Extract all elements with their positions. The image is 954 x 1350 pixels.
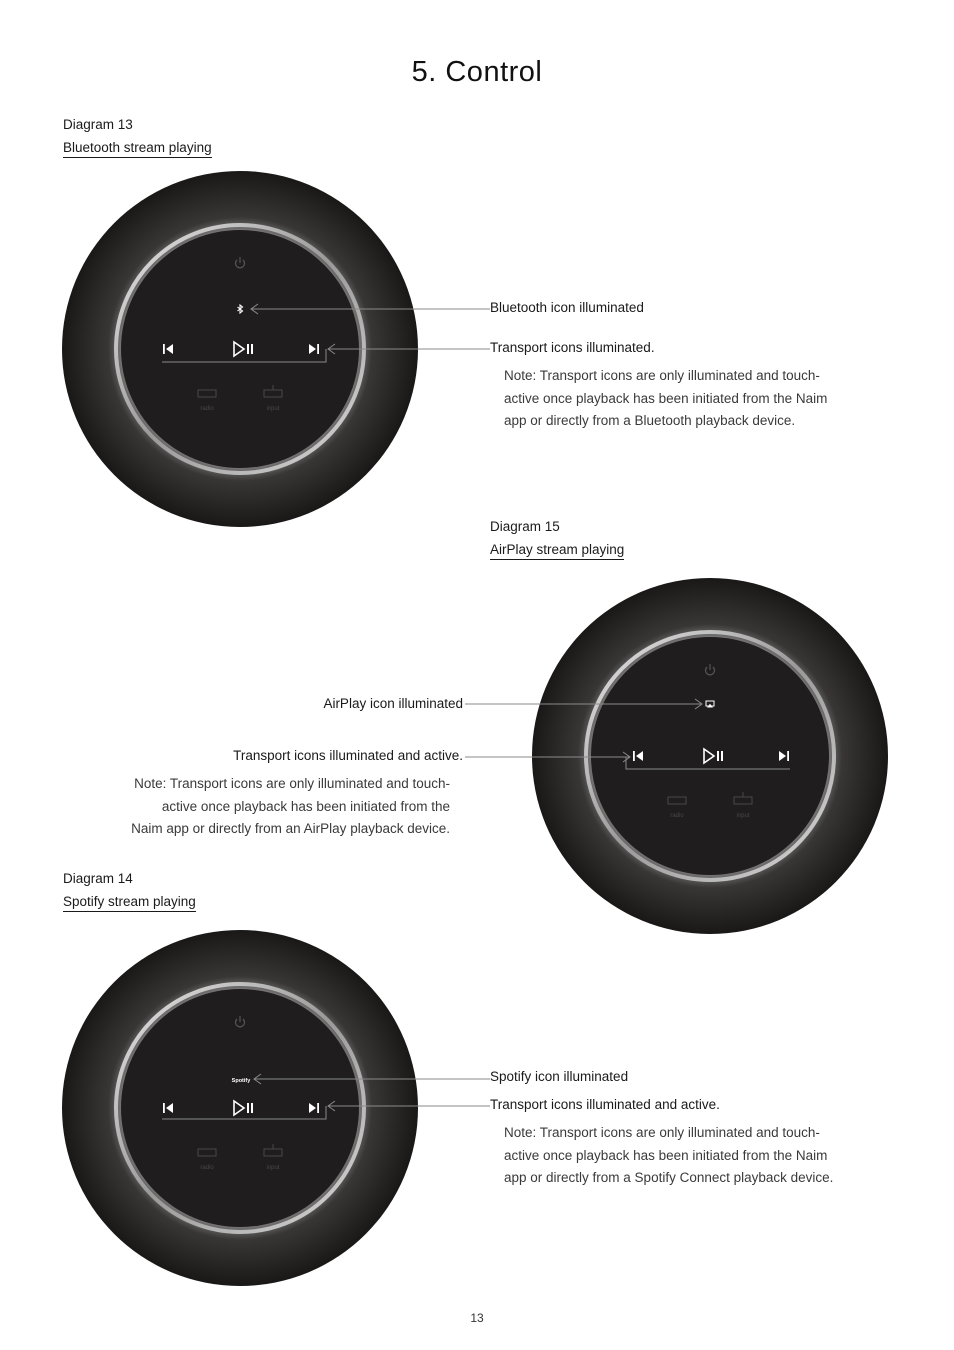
input-label: input <box>736 813 750 819</box>
diagram-14-number: Diagram 14 <box>63 871 133 886</box>
diagram-14-note: Note: Transport icons are only illuminated and touch-active once playback has been initiated from the Naim app or directly from a Spotify Connect playback device. <box>504 1125 834 1185</box>
diagram-13-note: Note: Transport icons are only illuminated and touch-active once playback has been initiated from the Naim app or directly from a Bluetooth playback device. <box>504 368 828 428</box>
page-title: 5. Control <box>411 56 543 88</box>
diagram-15-label <box>490 515 624 561</box>
diagram-14-caption: Spotify stream playing <box>63 893 196 912</box>
diagram-14-transport-callout: Transport icons illuminated and active. <box>490 1097 720 1112</box>
diagram-15-number: Diagram 15 <box>490 519 560 534</box>
radio-label: radio <box>670 813 684 819</box>
diagram-13-transport-callout: Transport icons illuminated. <box>490 340 655 355</box>
speaker-diagram-15 <box>532 578 888 934</box>
diagram-13-icon-callout: Bluetooth icon illuminated <box>490 300 644 315</box>
radio-label: radio <box>200 1165 214 1171</box>
input-label: input <box>266 406 280 412</box>
control-panel <box>121 989 359 1227</box>
spotify-icon: Spotify <box>231 1078 251 1084</box>
diagram-13-label <box>63 113 212 159</box>
diagram-13-caption: Bluetooth stream playing <box>63 139 212 158</box>
diagram-15-transport-callout: Transport icons illuminated and active. <box>233 748 463 763</box>
page-number: 13 <box>470 1311 484 1325</box>
control-panel <box>591 637 829 875</box>
input-label: input <box>266 1165 280 1171</box>
diagram-13-number: Diagram 13 <box>63 117 133 132</box>
diagram-14-icon-callout: Spotify icon illuminated <box>490 1069 629 1084</box>
diagram-15-icon-callout: AirPlay icon illuminated <box>323 696 463 711</box>
speaker-diagram-14 <box>62 930 418 1286</box>
control-panel <box>121 230 359 468</box>
diagram-15-note: Note: Transport icons are only illuminated and touch-active once playback has been initiated from the Naim app or directly from an AirPlay playback device. <box>131 776 450 836</box>
diagram-15-caption: AirPlay stream playing <box>490 541 624 560</box>
radio-label: radio <box>200 406 214 412</box>
speaker-diagram-13 <box>62 171 418 527</box>
diagram-14-label <box>63 867 196 913</box>
